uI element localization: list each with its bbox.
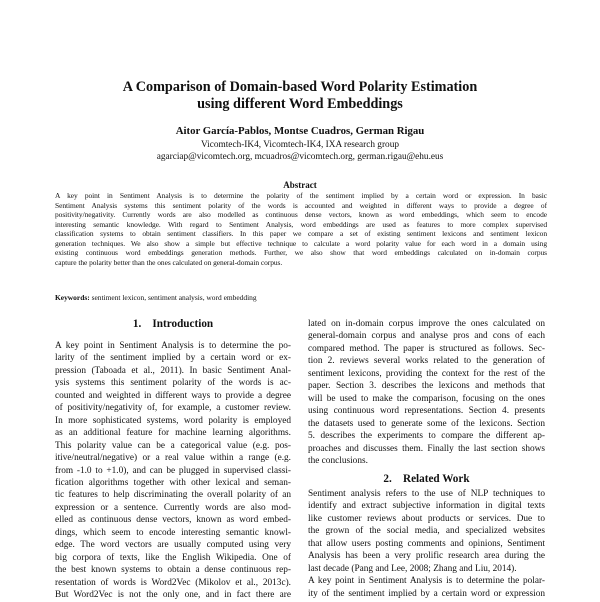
body-line: using continuous word representations. Section 4. presents [308,406,545,417]
related-work-body [308,488,545,600]
body-line: elled as continuous dense vectors, known as word embed- [55,515,291,526]
abstract-line: A key point in Sentiment Analysis is to determine the polarity of the sentiment implied by a certain word or expression. In basic [55,191,547,200]
body-line: fication algorithms together with other lexical and seman- [55,477,291,488]
body-line: paper. Section 3. describes the lexicons and methods that [308,381,545,392]
abstract-line: positivity/negativity. Currently words are also modelled as continuous dense vectors, known as word embeddings, which seem to encode [55,210,547,220]
body-line: big corpora of texts, like the English Wikipedia. One of [55,552,291,563]
abstract-line: Sentiment Analysis systems this sentiment polarity of the words is accounted and weighted in different ways to provide a degree of [55,200,547,210]
paper-title-line-2: using different Word Embeddings [197,96,403,112]
body-line: edge. The word vectors are usually computed using very [55,540,291,551]
body-line: as an additional feature for machine learning algorithms. [55,428,291,439]
body-line: the grown of the social media, and specialized websites [308,526,545,537]
abstract-line: classification systems to obtain sentiment classifiers. In this paper we compare a set of existing sentiment lexicons and sentiment lexicon [55,229,547,239]
body-line: that allow users posting comments and opinions, Sentiment [308,538,545,549]
body-line: pression (Taboada et al., 2011). In basic Sentiment Anal- [55,365,291,376]
body-line: Sentiment analysis refers to the use of NLP techniques to [308,489,545,499]
body-line: proaches and discusses them. Finally the last section shows [308,443,545,454]
body-line: larity of the sentiment implied by a certain word or ex- [55,353,291,364]
keywords [55,293,547,303]
body-line: identify and extract subjective information in digital texts [308,501,545,512]
author-emails: agarciap@vicomtech.org, mcuadros@vicomtech.org, german.rigau@ehu.eus [156,152,444,162]
keywords-label: Keywords: [55,293,90,302]
abstract-line: generation techniques. We also show a simple but effective technique to calculate a word polarity value for each word in a domain using [55,238,547,248]
abstract-body [55,191,547,267]
keywords-text: sentiment lexicon, sentiment analysis, word embedding [89,293,257,302]
abstract-line: interesting semantic knowledge. With regard to Sentiment Analysis, word embeddings are used as features to more complex supervised [55,219,547,229]
introduction-heading: 1. Introduction [132,318,214,330]
body-line: ity of the sentiment implied by a certain word or expression [308,588,545,599]
related-work-heading: 2. Related Work [383,473,470,485]
body-line: expression or a sentence. Currently words are also mod- [55,502,291,513]
body-line: itive/neutral/negative) or a real value within a range (e.g. [55,453,291,464]
body-line: tic features to help discriminating the overall polarity of an [55,490,291,501]
body-line: But Word2Vec is not the only one, and in fact there are [55,590,291,601]
abstract-line: existing continuous word embeddings generation methods. Further, we also show that word embeddings calculated on in-domain corpus [55,248,547,258]
body-line: the conclusions. [308,455,368,466]
body-line: counted and weighted in different ways to provide a degree [55,390,291,401]
body-line: A key point in Sentiment Analysis is to determine the polar- [308,576,545,587]
body-line: A key point in Sentiment Analysis is to determine the po- [55,341,291,351]
body-line: the datasets used to generate some of the lexicons. Section [308,418,545,429]
abstract-heading: Abstract [283,180,317,190]
paper-title-line-1: A Comparison of Domain-based Word Polarity Estimation [122,79,478,95]
body-line: This polarity value can be a categorical value (e.g. pos- [55,440,291,451]
body-line: of positivity/negativity of, for example, a customer review. [55,403,291,414]
abstract-line: capture the polarity better than the ones calculated on general-domain corpus. [55,257,283,267]
body-line: general-domain corpus and analyse pros and cons of each [308,331,545,342]
body-line: dings, which seem to encode interesting semantic knowl- [55,527,291,538]
body-line: Analysis has been a very prolific research area during the [308,551,545,562]
body-line: from -1.0 to +1.0), and can be plugged in supervised classi- [55,465,291,476]
introduction-body-continued [308,318,545,467]
affiliation: Vicomtech-IK4, Vicomtech-IK4, IXA research group [200,140,399,150]
introduction-body [55,340,291,602]
body-line: resentation of words is Word2Vec (Mikolov et al., 2013c). [55,577,291,588]
body-line: lated on in-domain corpus improve the ones calculated on [308,319,545,329]
body-line: like customer reviews about products or services. Due to [308,513,545,524]
body-line: will be used to make the comparison, focusing on the ones [308,393,545,404]
body-line: 5. describes the experiments to compare the different ap- [308,431,545,442]
body-line: In more sophisticated systems, word polarity is employed [55,415,291,426]
body-line: compared method. The paper is structured as follows. Sec- [308,343,545,354]
body-line: sentiment lexicons, providing the context for the rest of the [308,368,545,379]
body-line: tion 2. reviews several works related to the generation of [308,356,545,367]
author-list: Aitor García-Pablos, Montse Cuadros, German Rigau [175,125,425,137]
body-line: ysis systems this sentiment polarity of the words is ac- [55,378,291,389]
body-line: last decade (Pang and Lee, 2008; Zhang and Liu, 2014). [308,563,517,574]
body-line: the best known systems to obtain a dense continuous rep- [55,565,291,576]
